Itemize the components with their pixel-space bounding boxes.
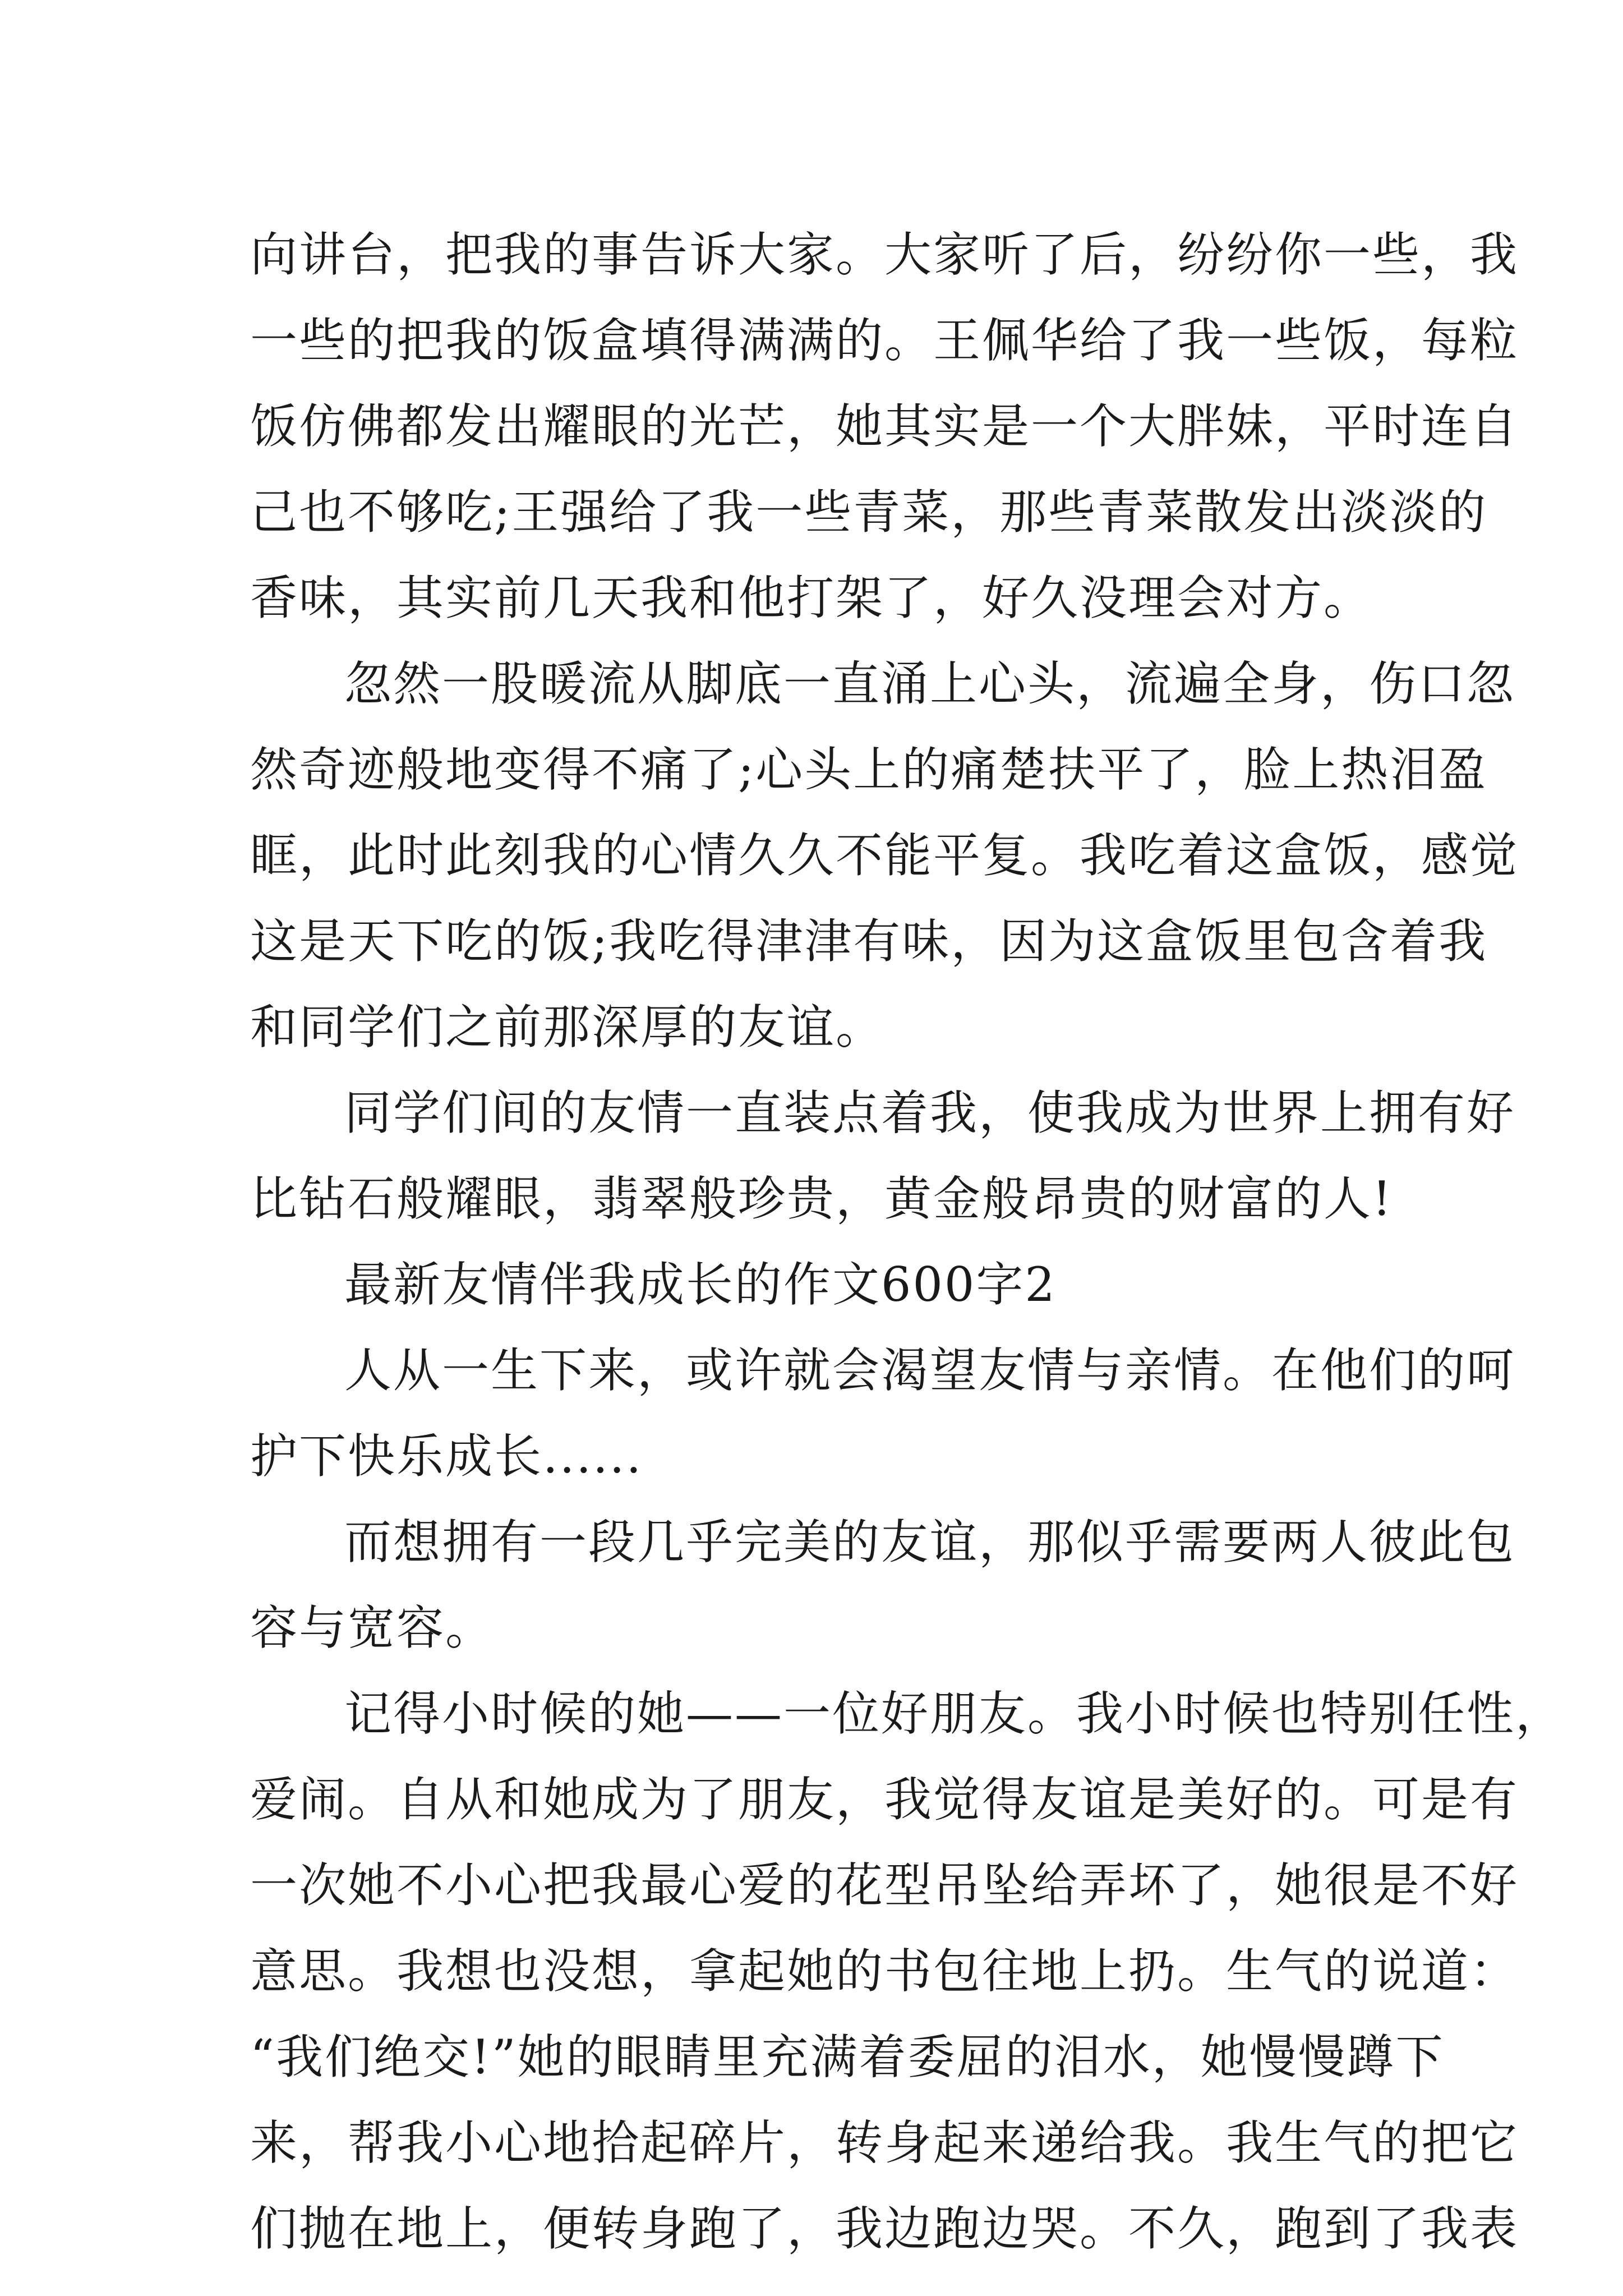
text-line: 忽然一股暖流从脚底一直涌上心头，流遍全身，伤口忽 [344, 656, 1516, 711]
text-line: 向讲台，把我的事告诉大家。大家听了后，纷纷你一些，我 [250, 227, 1519, 282]
text-line: 同学们间的友情一直装点着我，使我成为世界上拥有好 [344, 1085, 1516, 1140]
text-line: 来，帮我小心地拾起碎片，转身起来递给我。我生气的把它 [250, 2115, 1519, 2170]
text-line: 们抛在地上，便转身跑了，我边跑边哭。不久，跑到了我表 [250, 2201, 1519, 2256]
text-line: 而想拥有一段几乎完美的友谊，那似乎需要两人彼此包 [344, 1515, 1516, 1570]
text-line: 眶，此时此刻我的心情久久不能平复。我吃着这盒饭，感觉 [250, 828, 1519, 883]
text-line: 一些的把我的饭盒填得满满的。王佩华给了我一些饭，每粒 [250, 313, 1519, 368]
section-heading: 最新友情伴我成长的作文600字2 [344, 1257, 1057, 1312]
text-line: 香味，其实前几天我和他打架了，好久没理会对方。 [250, 570, 1373, 625]
text-line: 和同学们之前那深厚的友谊。 [250, 1000, 885, 1055]
text-line: 比钻石般耀眼，翡翠般珍贵，黄金般昂贵的财富的人! [250, 1171, 1393, 1226]
text-line: 护下快乐成长...... [250, 1429, 643, 1484]
text-line: 然奇迹般地变得不痛了;心头上的痛楚扶平了，脸上热泪盈 [250, 742, 1488, 797]
body-text [250, 212, 1565, 2272]
text-line: 爱闹。自从和她成为了朋友，我觉得友谊是美好的。可是有 [250, 1772, 1519, 1827]
text-line: 这是天下吃的饭;我吃得津津有味，因为这盒饭里包含着我 [250, 914, 1488, 969]
text-line: 意思。我想也没想，拿起她的书包往地上扔。生气的说道： [250, 1944, 1519, 1999]
text-line: 人从一生下来，或许就会渴望友情与亲情。在他们的呵 [344, 1343, 1516, 1398]
text-line: “我们绝交!”她的眼睛里充满着委屈的泪水，她慢慢蹲下 [250, 2030, 1445, 2085]
text-line: 记得小时候的她——一位好朋友。我小时候也特别任性， [344, 1686, 1565, 1741]
text-line: 己也不够吃;王强给了我一些青菜，那些青菜散发出淡淡的 [250, 485, 1488, 540]
text-line: 饭仿佛都发出耀眼的光芒，她其实是一个大胖妹，平时连自 [250, 399, 1519, 454]
text-line: 一次她不小心把我最心爱的花型吊坠给弄坏了，她很是不好 [250, 1858, 1519, 1913]
text-line: 容与宽容。 [250, 1600, 495, 1655]
